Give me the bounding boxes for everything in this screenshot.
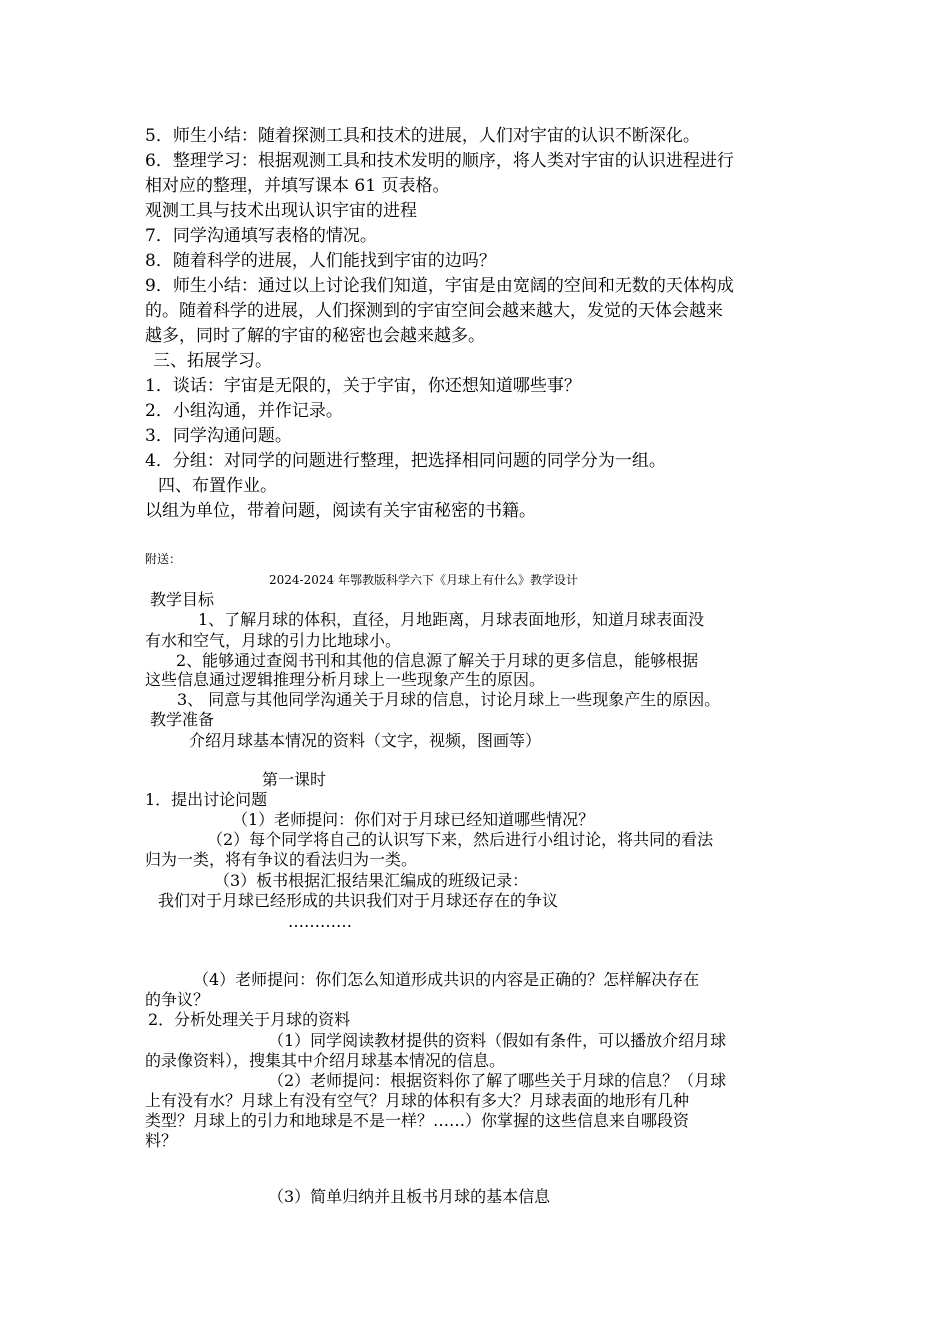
appendix-label: 附送： xyxy=(145,552,182,566)
paragraph-line: 料？ xyxy=(145,1131,178,1150)
paragraph-line: 3、 同意与其他同学沟通关于月球的信息，讨论月球上一些现象产生的原因。 xyxy=(177,690,721,709)
paragraph-line: 4．分组：对同学的问题进行整理，把选择相同问题的同学分为一组。 xyxy=(145,451,666,471)
paragraph-line: （2）每个同学将自己的认识写下来，然后进行小组讨论，将共同的看法 xyxy=(207,830,714,849)
paragraph-line: （3）简单归纳并且板书月球的基本信息 xyxy=(268,1187,551,1206)
paragraph-line: 介绍月球基本情况的资料（文字，视频，图画等） xyxy=(189,731,542,750)
appendix-title: 2024-2024 年鄂教版科学六下《月球上有什么》教学设计 xyxy=(269,573,578,587)
paragraph-line: 的。随着科学的进展，人们探测到的宇宙空间会越来越大，发觉的天体会越来 xyxy=(145,301,723,321)
paragraph-line: （4）老师提问：你们怎么知道形成共识的内容是正确的？怎样解决存在 xyxy=(193,970,700,989)
paragraph-line: 8．随着科学的进展，人们能找到宇宙的边吗？ xyxy=(145,251,496,271)
paragraph-line: （2）老师提问：根据资料你了解了哪些关于月球的信息？（月球 xyxy=(268,1071,727,1090)
section-heading: 三、拓展学习。 xyxy=(153,351,272,371)
paragraph-line: 这些信息通过逻辑推理分析月球上一些现象产生的原因。 xyxy=(145,670,546,689)
paragraph-line: 1、了解月球的体积，直径，月地距离，月球表面地形，知道月球表面没 xyxy=(198,610,705,629)
paragraph-line: 9．师生小结：通过以上讨论我们知道，宇宙是由宽阔的空间和无数的天体构成 xyxy=(145,276,734,296)
paragraph-line: 2、能够通过查阅书刊和其他的信息源了解关于月球的更多信息，能够根据 xyxy=(176,651,699,670)
paragraph-line: 归为一类，将有争议的看法归为一类。 xyxy=(145,850,418,869)
paragraph-line: 以组为单位，带着问题，阅读有关宇宙秘密的书籍。 xyxy=(145,501,536,521)
paragraph-line: 类型？月球上的引力和地球是不是一样？……）你掌握的这些信息来自哪段资 xyxy=(145,1111,690,1130)
paragraph-line: 1．谈话：宇宙是无限的，关于宇宙，你还想知道哪些事？ xyxy=(145,376,581,396)
paragraph-line: 6．整理学习：根据观测工具和技术发明的顺序，将人类对宇宙的认识进程进行 xyxy=(145,151,734,171)
lesson-heading: 第一课时 xyxy=(262,770,327,789)
paragraph-line: 上有没有水？月球上有没有空气？月球的体积有多大？月球表面的地形有几种 xyxy=(145,1091,690,1110)
section-heading: 四、布置作业。 xyxy=(158,476,277,496)
ellipsis-line: ………… xyxy=(288,912,352,931)
section-heading: 教学目标 xyxy=(150,590,215,609)
paragraph-line: 7．同学沟通填写表格的情况。 xyxy=(145,226,377,246)
paragraph-line: 我们对于月球已经形成的共识我们对于月球还存在的争议 xyxy=(158,891,559,910)
paragraph-line: （1）同学阅读教材提供的资料（假如有条件，可以播放介绍月球 xyxy=(268,1031,727,1050)
paragraph-line: 2．小组沟通，并作记录。 xyxy=(145,401,343,421)
paragraph-line: 观测工具与技术出现认识宇宙的进程 xyxy=(145,201,417,221)
paragraph-line: （1）老师提问：你们对于月球已经知道哪些情况？ xyxy=(232,810,595,829)
paragraph-line: 有水和空气，月球的引力比地球小。 xyxy=(145,631,402,650)
paragraph-line: 越多，同时了解的宇宙的秘密也会越来越多。 xyxy=(145,326,485,346)
paragraph-line: 的争议？ xyxy=(145,990,210,1009)
paragraph-line: 的录像资料），搜集其中介绍月球基本情况的信息。 xyxy=(145,1051,506,1070)
paragraph-line: （3）板书根据汇报结果汇编成的班级记录： xyxy=(214,871,529,890)
paragraph-line: 5．师生小结：随着探测工具和技术的进展，人们对宇宙的认识不断深化。 xyxy=(145,126,700,146)
paragraph-line: 相对应的整理，并填写课本 61 页表格。 xyxy=(145,176,450,196)
section-heading: 教学准备 xyxy=(150,710,215,729)
section-heading: 1．提出讨论问题 xyxy=(145,790,268,809)
section-heading: 2．分析处理关于月球的资料 xyxy=(148,1010,351,1029)
paragraph-line: 3．同学沟通问题。 xyxy=(145,426,292,446)
